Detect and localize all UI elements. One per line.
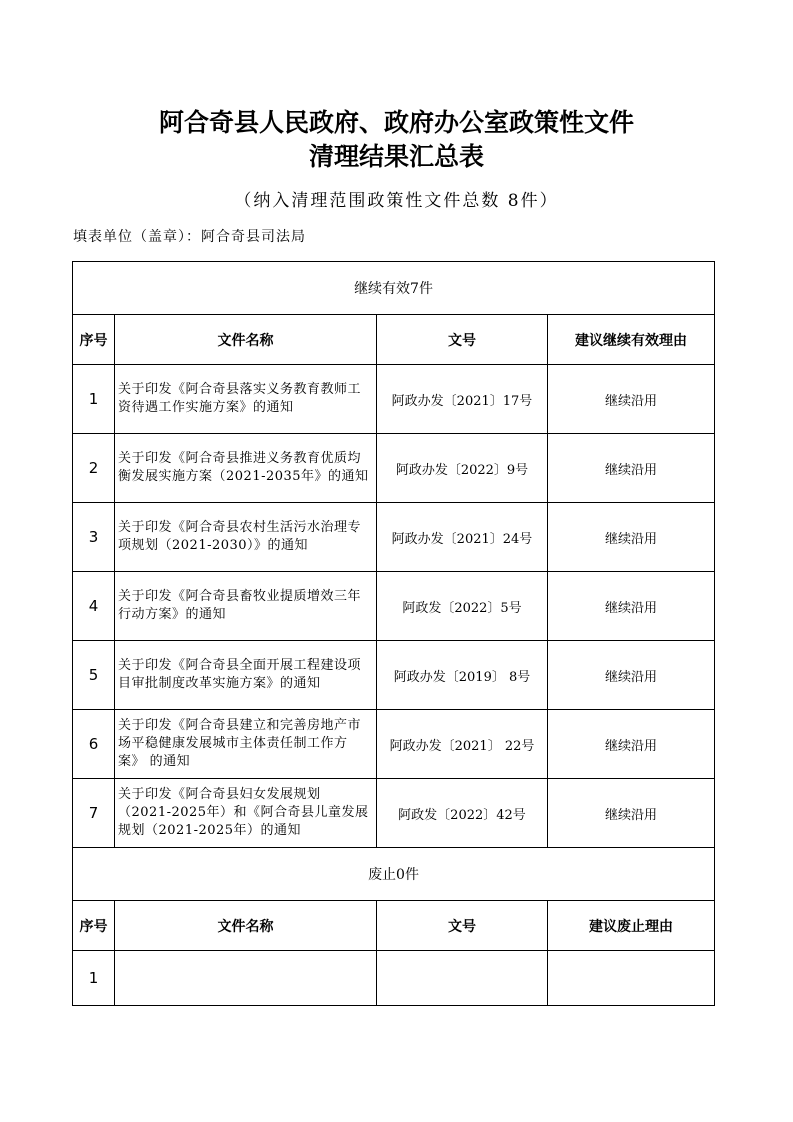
header-seq: 序号 <box>73 901 115 951</box>
row-doc: 阿政办发〔2021〕17号 <box>377 365 548 434</box>
row-name: 关于印发《阿合奇县推进义务教育优质均衡发展实施方案（2021-2035年》的通知 <box>115 434 377 503</box>
row-reason: 继续沿用 <box>548 572 715 641</box>
row-reason: 继续沿用 <box>548 365 715 434</box>
row-doc: 阿政办发〔2021〕 22号 <box>377 710 548 779</box>
abolish-header-row <box>73 901 715 951</box>
filling-unit: 填表单位（盖章）：阿合奇县司法局 <box>73 229 306 245</box>
row-name: 关于印发《阿合奇县农村生活污水治理专项规划（2021-2030）》的通知 <box>115 503 377 572</box>
row-name: 关于印发《阿合奇县落实义务教育教师工资待遇工作实施方案》的通知 <box>115 365 377 434</box>
row-name: 关于印发《阿合奇县建立和完善房地产市场平稳健康发展城市主体责任制工作方案》 的通知 <box>115 710 377 779</box>
row-name <box>115 951 377 1006</box>
header-name: 文件名称 <box>115 315 377 365</box>
document-title-line1: 阿合奇县人民政府、政府办公室政策性文件 <box>158 108 634 137</box>
row-reason: 继续沿用 <box>548 434 715 503</box>
row-reason <box>548 951 715 1006</box>
row-doc: 阿政发〔2022〕5号 <box>377 572 548 641</box>
table-row <box>73 434 715 503</box>
abolish-section-row <box>73 848 715 901</box>
table-row <box>73 365 715 434</box>
row-name: 关于印发《阿合奇县全面开展工程建设项目审批制度改革实施方案》的通知 <box>115 641 377 710</box>
row-seq: 3 <box>73 503 115 572</box>
continue-section-row <box>73 262 715 315</box>
row-doc <box>377 951 548 1006</box>
table-row <box>73 503 715 572</box>
header-doc: 文号 <box>377 315 548 365</box>
row-doc: 阿政办发〔2021〕24号 <box>377 503 548 572</box>
row-seq: 1 <box>73 951 115 1006</box>
table-row <box>73 641 715 710</box>
row-name: 关于印发《阿合奇县妇女发展规划（2021-2025年）和《阿合奇县儿童发展规划（2021-2025年）的通知 <box>115 779 377 848</box>
document-title-line2: 清理结果汇总表 <box>308 142 484 171</box>
row-reason: 继续沿用 <box>548 779 715 848</box>
summary-table <box>72 261 715 1006</box>
continue-section-label: 继续有效7件 <box>73 262 715 315</box>
row-seq: 6 <box>73 710 115 779</box>
table-row <box>73 779 715 848</box>
header-reason: 建议废止理由 <box>548 901 715 951</box>
row-seq: 4 <box>73 572 115 641</box>
document-subtitle: （纳入清理范围政策性文件总数 8件） <box>234 191 559 211</box>
table-row <box>73 951 715 1006</box>
continue-header-row <box>73 315 715 365</box>
row-doc: 阿政办发〔2019〕 8号 <box>377 641 548 710</box>
table-row <box>73 572 715 641</box>
row-seq: 7 <box>73 779 115 848</box>
row-reason: 继续沿用 <box>548 710 715 779</box>
abolish-section-label: 废止0件 <box>73 848 715 901</box>
row-reason: 继续沿用 <box>548 503 715 572</box>
row-seq: 2 <box>73 434 115 503</box>
row-seq: 1 <box>73 365 115 434</box>
row-name: 关于印发《阿合奇县畜牧业提质增效三年行动方案》的通知 <box>115 572 377 641</box>
header-name: 文件名称 <box>115 901 377 951</box>
row-seq: 5 <box>73 641 115 710</box>
row-doc: 阿政办发〔2022〕9号 <box>377 434 548 503</box>
row-doc: 阿政发〔2022〕42号 <box>377 779 548 848</box>
header-reason: 建议继续有效理由 <box>548 315 715 365</box>
row-reason: 继续沿用 <box>548 641 715 710</box>
header-seq: 序号 <box>73 315 115 365</box>
header-doc: 文号 <box>377 901 548 951</box>
table-row <box>73 710 715 779</box>
